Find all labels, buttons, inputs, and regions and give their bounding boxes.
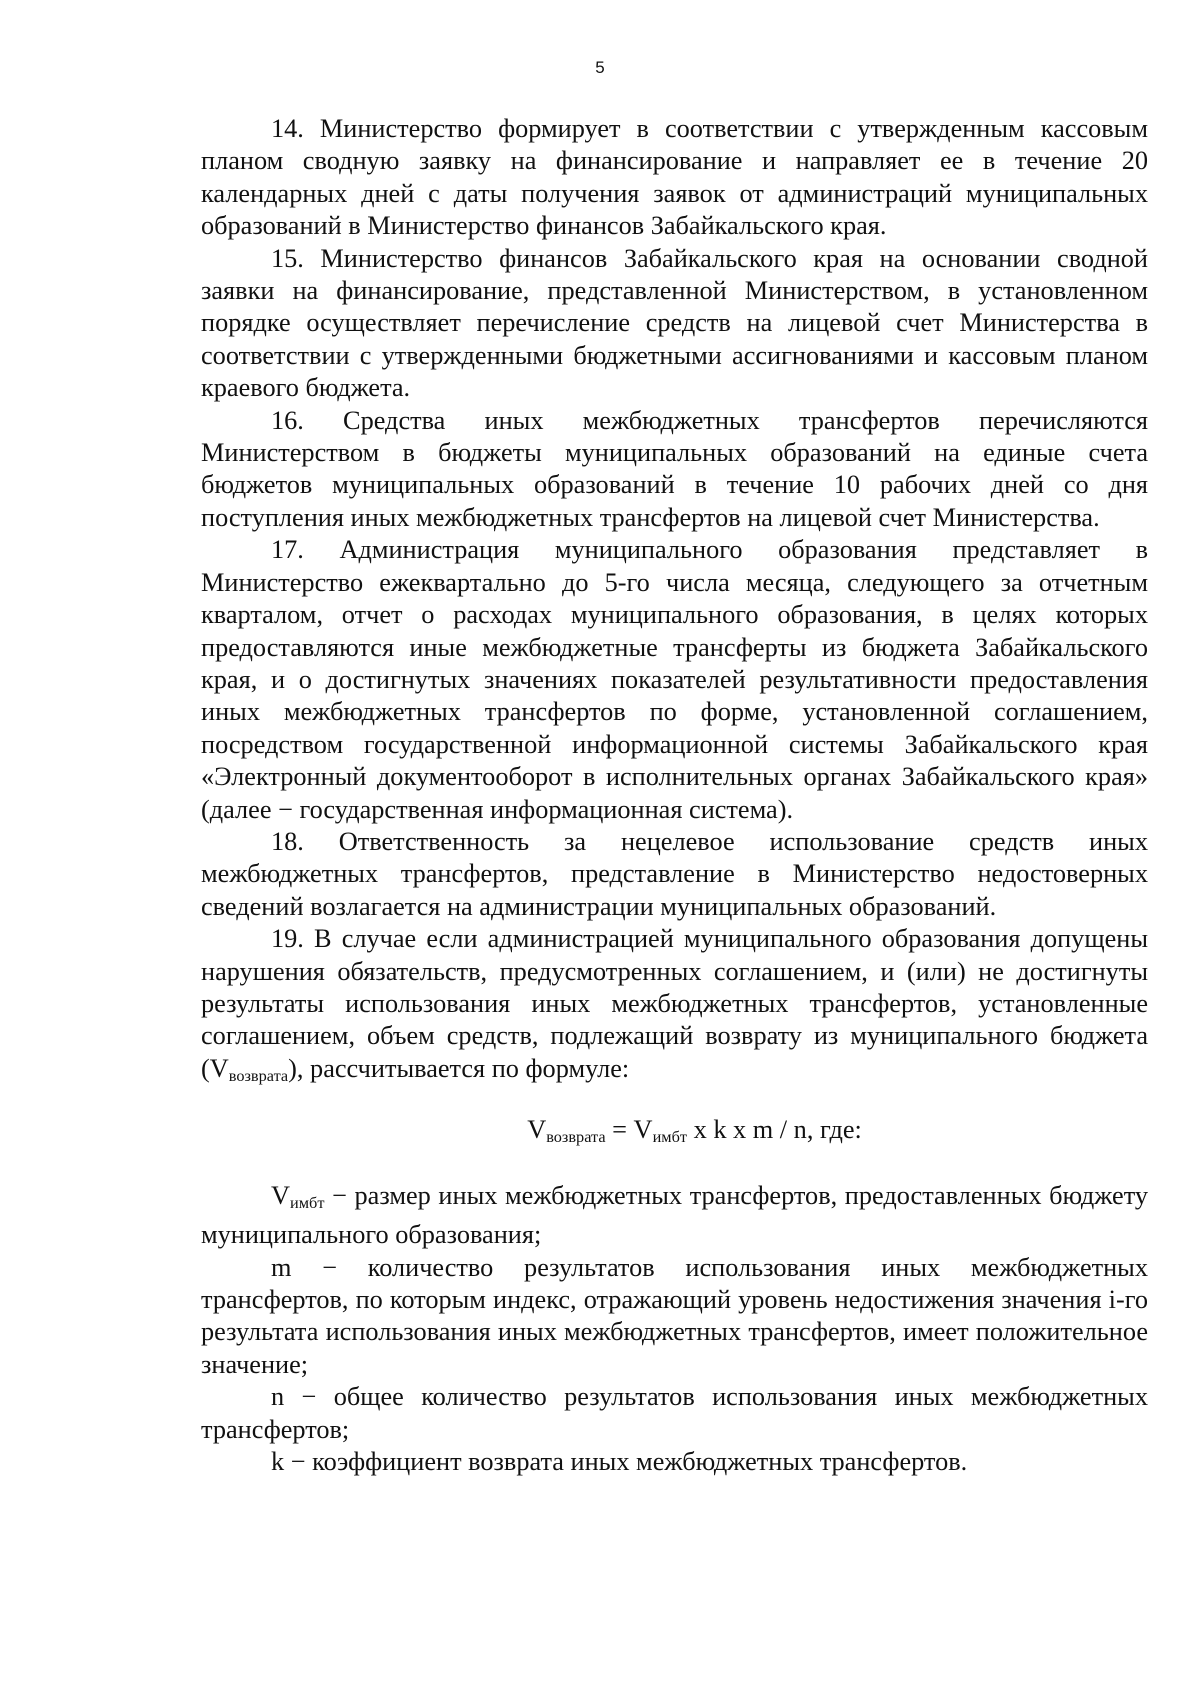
paragraph-19	[201, 923, 1148, 1092]
paragraph-19-text: 19. В случае если администрацией муниципального образования допущены нарушения обязательств, предусмотренных соглашением, и (или) не достигнуты результаты использования иных межбюджетных трансфертов, установленные соглашением, объем средств, подлежащий возврату из муниципального бюджета (V	[201, 924, 1148, 1083]
definition-m	[201, 1252, 1148, 1382]
definition-n	[201, 1381, 1148, 1446]
definition-symbol: V	[271, 1180, 290, 1210]
definition-text: − размер иных межбюджетных трансфертов, предоставленных бюджету муниципального образования;	[201, 1180, 1148, 1250]
paragraph-16: 16. Средства иных межбюджетных трансфертов перечисляются Министерством в бюджеты муниципальных образований на единые счета бюджетов муниципальных образований в течение 10 рабочих дней со дня поступления иных межбюджетных трансфертов на лицевой счет Министерства.	[201, 405, 1148, 532]
definition-symbol: m	[271, 1252, 292, 1282]
paragraph-19-tail: ), рассчитывается по формуле:	[288, 1053, 630, 1083]
formula-v: V	[527, 1115, 547, 1145]
definition-subscript: имбт	[290, 1192, 325, 1212]
definition-text: − общее количество результатов использования иных межбюджетных трансфертов;	[201, 1382, 1148, 1444]
formula-sub-return: возврата	[546, 1127, 606, 1147]
definition-text: − коэффициент возврата иных межбюджетных трансфертов.	[284, 1447, 968, 1477]
paragraph-14: 14. Министерство формирует в соответствии с утвержденным кассовым планом сводную заявку на финансирование и направляет ее в течение 20 календарных дней с даты получения заявок от администраций муниципальных образований в Министерство финансов Забайкальского края.	[201, 114, 1148, 241]
definition-symbol: k	[271, 1447, 285, 1477]
definition-k	[201, 1446, 1148, 1478]
definition-text: − количество результатов использования иных межбюджетных трансфертов, по которым индекс, отражающий уровень недостижения значения i-го результата использования иных межбюджетных трансфертов, имеет положительное значение;	[201, 1252, 1148, 1379]
paragraph-18: 18. Ответственность за нецелевое использование средств иных межбюджетных трансфертов, представление в Министерство недостоверных сведений возлагается на администрации муниципальных образований.	[201, 826, 1148, 921]
paragraph-15: 15. Министерство финансов Забайкальского края на основании сводной заявки на финансирование, представленной Министерством, в установленном порядке осуществляет перечисление средств на лицевой счет Министерства в соответствии с утвержденными бюджетными ассигнованиями и кассовым планом краевого бюджета.	[201, 243, 1148, 403]
formula-sub-imbt: имбт	[652, 1127, 688, 1147]
document-body	[201, 113, 1148, 1478]
definition-symbol: n	[271, 1382, 285, 1412]
paragraph-17: 17. Администрация муниципального образования представляет в Министерство ежеквартально до 5-го числа месяца, следующего за отчетным кварталом, отчет о расходах муниципального образования, в целях которых предоставляются иные межбюджетные трансферты из бюджета Забайкальского края, и о достигнутых значениях показателей результативности предоставления иных межбюджетных трансфертов по форме, установленной соглашением, посредством государственной информационной системы Забайкальского края «Электронный документооборот в исполнительных органах Забайкальского края» (далее − государственная информационная система).	[201, 535, 1148, 824]
return-formula	[201, 1114, 1148, 1153]
formula-equals: = V	[605, 1115, 653, 1145]
page-number: 5	[595, 58, 605, 77]
definition-v-imbt	[201, 1180, 1148, 1252]
paragraph-19-subscript: возврата	[228, 1065, 289, 1085]
formula-rest: x k x m / n, где:	[687, 1115, 862, 1145]
